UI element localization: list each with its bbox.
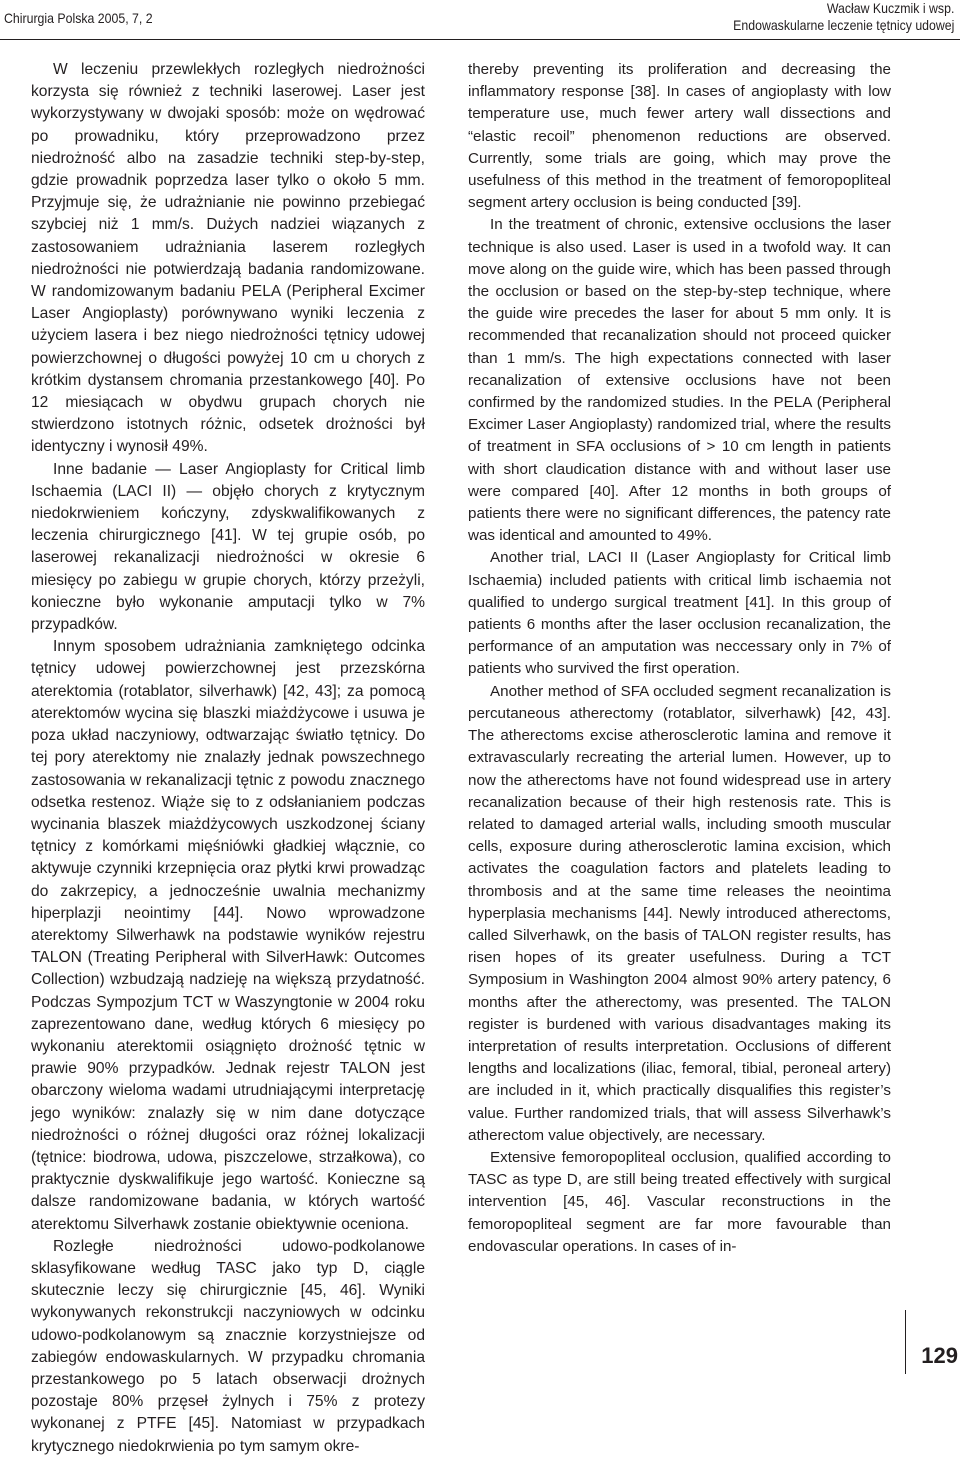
running-head <box>0 0 960 46</box>
journal-citation: Chirurgia Polska 2005, 7, 2 <box>4 10 153 26</box>
header-rule <box>0 39 960 40</box>
english-text-column <box>468 59 891 1258</box>
paragraph: Innym sposobem udrażniania zamkniętego odcinka tętnicy udowej powierzchownej jest przezskórna aterektomia (rotablator, silverhawk) [42, 43]; za pomocą aterektomów wycina się blaszki miażdżycowe i usuwa je poza układ naczyniowy, odtwarzając światło tętnicy. Do tej pory aterektomy nie znalazły jednak powszechnego zastosowania w rekanalizacji tętnic z powodu znacznego odsetka restenoz. Wiąże się to z odsłanianiem podczas wycinania blaszek miażdżycowych uszkodzonej ściany tętnicy z komórkami mięśniówki gładkiej włącznie, co aktywuje czynniki krzepnięcia oraz płytki krwi prowadząc do zakrzepicy, a jednocześnie uwalnia mechanizmy hiperplazji neointimy [44]. Nowo wprowadzone aterektomy Silwerhawk na podstawie wyników rejestru TALON (Treating Peripheral with SilverHawk: Outcomes Collection) wzbudzają nadzieję na większą przydatność. Podczas Sympozjum TCT w Waszyngtonie w 2004 roku zaprezentowano dane, według których 6 miesięcy po wykonaniu aterektomii osiągnięto drożność tętnic w prawie 90% przypadków. Jednak rejestr TALON jest obarczony wieloma wadami utrudniającymi interpretację jego wyników: znalazły się w nim dane dotyczące niedrożności o różnej długości oraz różnej lokalizacji (tętnice: biodrowa, udowa, piszczelowe, strzałkowa), co praktycznie dyskwalifikuje jego wartość. Konieczne są dalsze randomizowane badania, w których wartość aterektomu Silverhawk zostanie obiektywnie oceniona. <box>31 638 425 1233</box>
paragraph: Another trial, LACI II (Laser Angioplasty for Critical limb Ischaemia) included patients with critical limb ischaemia not qualified to undergo surgical treatment [41]. In this group of patients 6 months after the laser occlusion recanalization, the performance of an amputation was neccessary only in 7% of patients who survived the first operation. <box>468 549 891 678</box>
paragraph: thereby preventing its proliferation and decreasing the inflammatory response [38]. In cases of angioplasty with low temperature use, much fewer artery wall dissections and “elastic recoil” phenomenon reductions are observed. Currently, some trials are going, which may prove the usefulness of this method in the treatment of femoropopliteal segment artery occlusion is being conducted [39]. <box>468 61 891 212</box>
paragraph: W leczeniu przewlekłych rozległych niedrożności korzysta się również z techniki laserowej. Laser jest wykorzystywany w dwojaki sposób: może on wędrować po prowadniku, który przeprowadzono przez niedrożność albo na zasadzie techniki step-by-step, gdzie prowadnik poprzedza laser tylko o około 5 mm. Przyjmuje się, że udrażnianie nie powinno przebiegać szybciej niż 1 mm/s. Dużych nadziei wiązanych z zastosowaniem udrażniania laserem rozległych niedrożności nie potwierdzają badania randomizowane. W randomizowanym badaniu PELA (Peripheral Excimer Laser Angioplasty) porównywano wyniki leczenia z użyciem lasera i bez niego niedrożności tętnicy udowej powierzchownej o długości powyżej 10 cm u chorych z krótkim dystansem chromania przestankowego [40]. Po 12 miesiącach w obydwu grupach chorych nie stwierdzono istotnych różnic, odsetek drożności był identyczny i wynosił 49%. <box>31 61 425 456</box>
page-number: 129 <box>921 1343 958 1368</box>
polish-text-column <box>31 59 425 1458</box>
paragraph: Inne badanie — Laser Angioplasty for Critical limb Ischaemia (LACI II) — objęło chorych z krytycznym niedokrwieniem kończyny, zdyskwalifikowanych z leczenia chirurgicznego [41]. W tej grupie osób, po laserowej rekanalizacji niedrożności w okresie 6 miesięcy po zabiegu w grupie chorych, którzy przeżyli, konieczne było wykonanie amputacji tylko w 7% przypadków. <box>31 460 425 634</box>
article-title: Endowaskularne leczenie tętnicy udowej <box>732 17 954 33</box>
page-number-divider <box>905 1310 906 1374</box>
article-info <box>703 0 954 34</box>
paragraph: In the treatment of chronic, extensive occlusions the laser technique is also used. Laser is used in a twofold way. It can move along on the guide wire, which has been passed through the occlusion or based on the step-by-step technique, where the guide wire precedes the laser for about 5 mm only. It is recommended that recanalization should not proceed quicker than 1 mm/s. The high expectations connected with laser recanalization of extensive occlusions have not been confirmed by the randomized studies. In the PELA (Peripheral Excimer Laser Angioplasty) randomized trial, where the results of treatment in SFA occlusions of > 10 cm length in patients with short claudication distance with and without laser use were compared [40]. After 12 months in both groups of patients there were no significant differences, the patency rate was identical and amounted to 49%. <box>468 216 891 545</box>
paragraph: Rozległe niedrożności udowo-podkolanowe sklasyfikowane według TASC jako typ D, ciągle skutecznie leczy się chirurgicznie [45, 46]. Wyniki wykonywanych rekonstrukcji naczyniowych w odcinku udowo-podkolanowym są znacznie korzystniejsze od zabiegów endowaskularnych. W przypadku chromania przestankowego po 5 latach obserwacji drożnych pozostaje 80% przęseł żylnych i 75% z protezy wykonanej z PTFE [45]. Natomiast w przypadkach krytycznego niedokrwienia po tym samym okre- <box>31 1237 425 1455</box>
paragraph: Extensive femoropopliteal occlusion, qualified according to TASC as type D, are still being treated effectively with surgical intervention [45, 46]. Vascular reconstructions in the femoropopliteal segment are far more favourable than endovascular operations. In cases of in- <box>468 1148 891 1255</box>
authors: Wacław Kuczmik i wsp. <box>826 0 954 16</box>
paragraph: Another method of SFA occluded segment recanalization is percutaneous atherectomy (rotablator, silverhawk) [42, 43]. The atherectoms excise atherosclerotic lamina and remove it extravascularly recreating the arterial lumen. However, up to now the atherectoms have not found widespread use in artery recanalization because of their high restenosis rate. This is related to damaged arterial walls, including smooth muscular cells, exposure during atherosclerotic lamina excision, which activates the coagulation factors and platelets leading to thrombosis and at the same time releases the neointima hyperplasia mechanisms [44]. Newly introduced atherectoms, called Silverhawk, on the basis of TALON register results, has risen hopes of its greater usefulness. During a TCT Symposium in Washington 2004 almost 90% artery patency, 6 months after the atherectomy, was presented. The TALON register is burdened with various disadvantages making its interpretation of results interpretation. Occlusions of different lengths and localizations (iliac, femoral, tibial, peroneal artery) are included in it, which practically disqualifies this register’s value. Further randomized trials, that will assess Silverhawk’s atherectom value objectively, are necessary. <box>468 682 891 1144</box>
